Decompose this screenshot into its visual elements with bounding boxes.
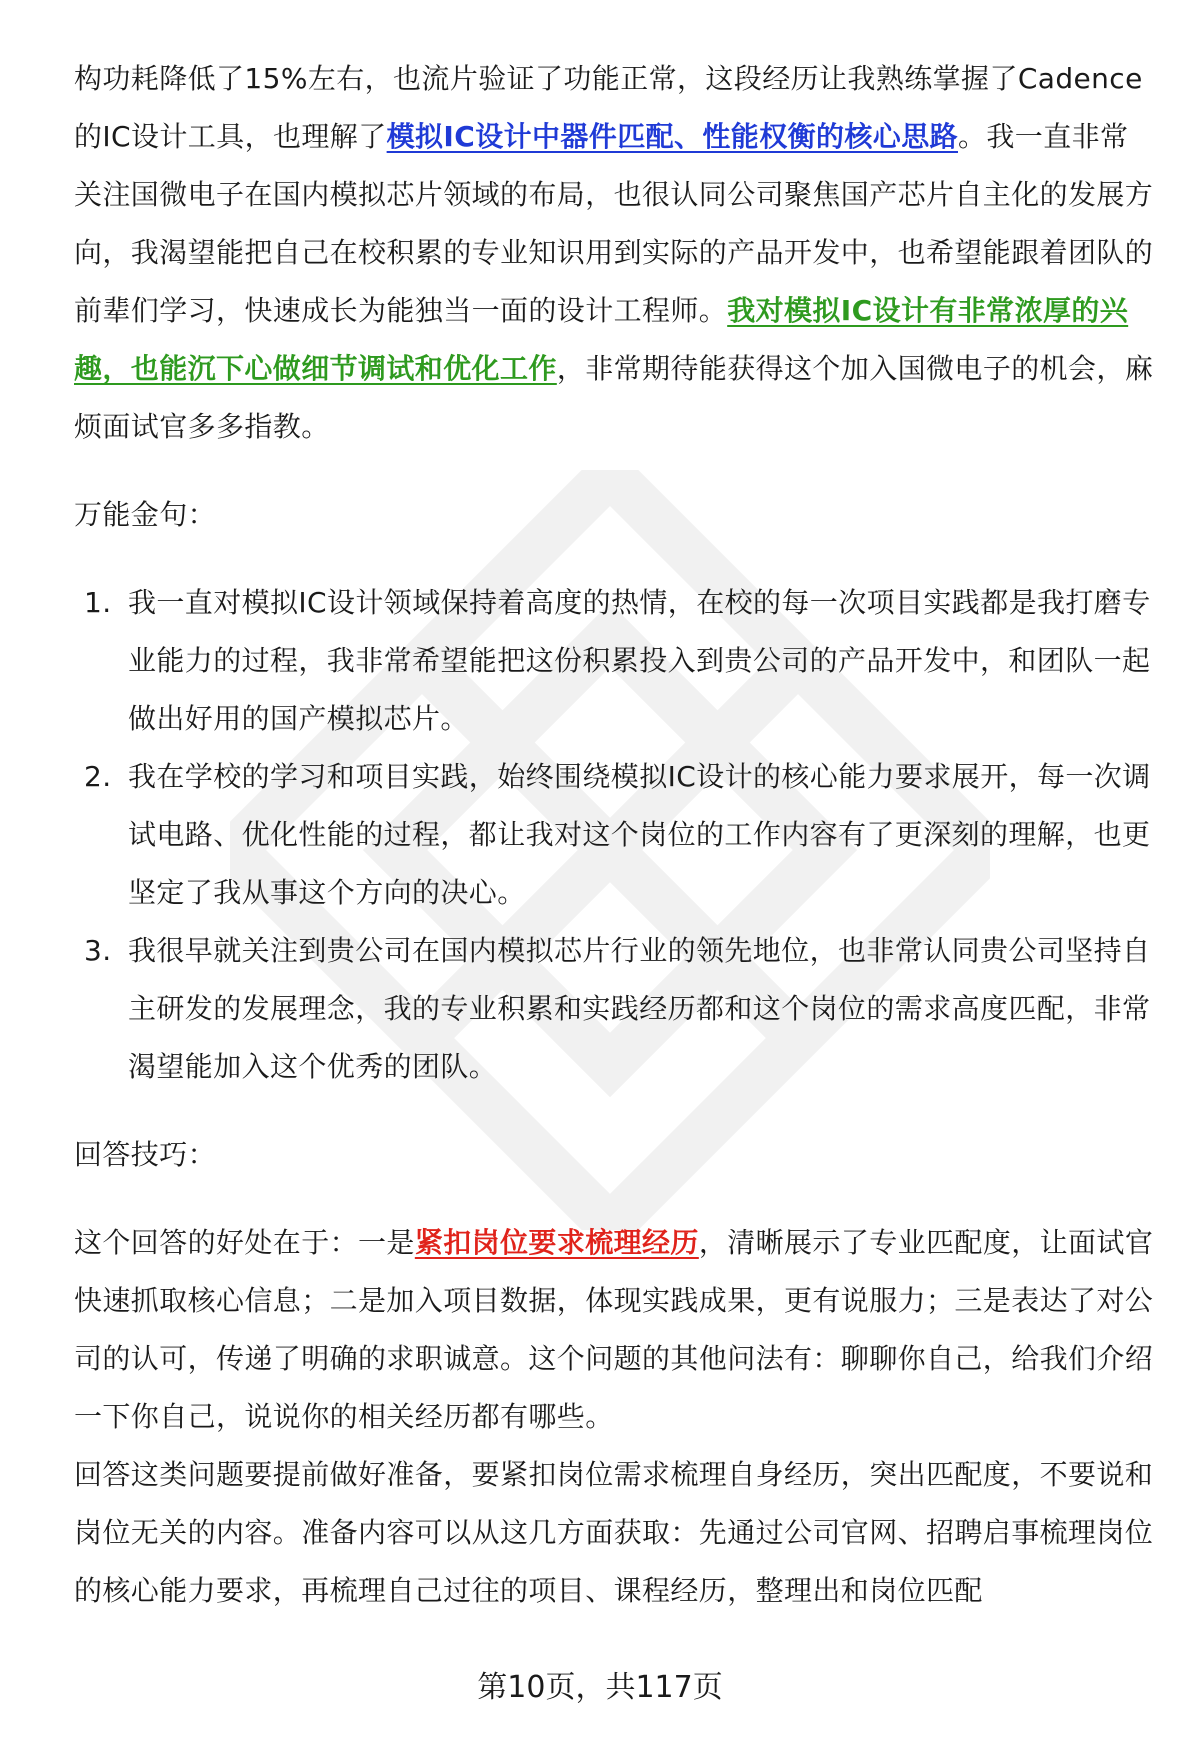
page-number: 第10页，共117页 (477, 1670, 723, 1705)
highlight-red: 紧扣岗位要求梳理经历 (414, 1226, 699, 1259)
list-item (74, 922, 1154, 1096)
golden-heading: 万能金句： (74, 498, 217, 531)
highlight-green: 我对模拟IC设计有非常浓厚的兴趣，也能沉下心做细节调试和优化工作 (74, 294, 1129, 385)
intro-text-c: 。我一直非常关注国微电子在国内模拟芯片领域的布局，也很认同公司聚焦国产芯片自主化的发展方向，我渴望能把自己在校积累的专业知识用到实际的产品开发中，也希望能跟着团队的前辈们学习，快速成长为能独当一面的设计工程师。 (74, 120, 1154, 327)
list-text: 我在学校的学习和项目实践，始终围绕模拟IC设计的核心能力要求展开，每一次调试电路、优化性能的过程，都让我对这个岗位的工作内容有了更深刻的理解，也更坚定了我从事这个方向的决心。 (128, 760, 1151, 909)
tips-paragraph (74, 1214, 1154, 1446)
list-text: 我一直对模拟IC设计领域保持着高度的热情，在校的每一次项目实践都是我打磨专业能力的过程，我非常希望能把这份积累投入到贵公司的产品开发中，和团队一起做出好用的国产模拟芯片。 (128, 586, 1151, 735)
intro-paragraph (74, 50, 1154, 456)
list-number: 3. (84, 934, 112, 967)
document-body (74, 50, 1154, 1620)
tips-paragraph-2: 回答这类问题要提前做好准备，要紧扣岗位需求梳理自身经历，突出匹配度，不要说和岗位无关的内容。准备内容可以从这几方面获取：先通过公司官网、招聘启事梳理岗位的核心能力要求，再梳理自己过往的项目、课程经历，整理出和岗位匹配 (74, 1458, 1154, 1607)
highlight-blue: 模拟IC设计中器件匹配、性能权衡的核心思路 (386, 120, 958, 153)
list-item (74, 574, 1154, 748)
intro-text-e: ，非常期待能获得这个加入国微电子的机会，麻烦面试官多多指教。 (74, 352, 1154, 443)
list-item (74, 748, 1154, 922)
list-text: 我很早就关注到贵公司在国内模拟芯片行业的领先地位，也非常认同贵公司坚持自主研发的发展理念，我的专业积累和实践经历都和这个岗位的需求高度匹配，非常渴望能加入这个优秀的团队。 (128, 934, 1151, 1083)
intro-text-a: 构功耗降低了15%左右，也流片验证了功能正常，这段经历让我熟练掌握了Cadence的IC设计工具，也理解了 (74, 62, 1143, 153)
list-number: 2. (84, 760, 112, 793)
tips-text-c: ，清晰展示了专业匹配度，让面试官快速抓取核心信息；二是加入项目数据，体现实践成果，更有说服力；三是表达了对公司的认可，传递了明确的求职诚意。这个问题的其他问法有：聊聊你自己，给我们介绍一下你自己，说说你的相关经历都有哪些。 (74, 1226, 1154, 1433)
golden-list (74, 574, 1154, 1096)
tips-heading: 回答技巧： (74, 1138, 217, 1171)
tips-text-a: 这个回答的好处在于：一是 (74, 1226, 415, 1259)
list-number: 1. (84, 586, 112, 619)
